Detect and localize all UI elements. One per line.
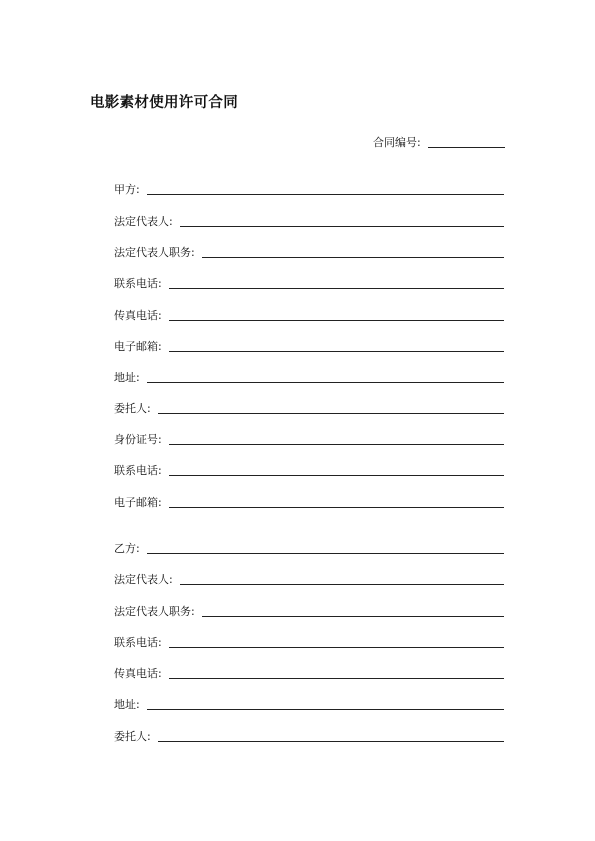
party-a-email-row <box>114 340 504 354</box>
party-b-legal-rep-title-row <box>114 605 504 619</box>
party-b-address-row <box>114 698 504 712</box>
party-a-id-number-blank[interactable] <box>169 434 504 445</box>
party-b-agent-blank[interactable] <box>158 731 504 742</box>
party-a-email-blank[interactable] <box>169 341 504 352</box>
party-a-name-row <box>114 183 504 197</box>
party-a-address-blank[interactable] <box>147 372 504 383</box>
party-a-fax-label: 传真电话: <box>114 309 162 322</box>
party-b-phone-label: 联系电话: <box>114 636 162 649</box>
party-a-phone-label: 联系电话: <box>114 277 162 290</box>
party-b-fax-label: 传真电话: <box>114 667 162 680</box>
party-b-phone-blank[interactable] <box>169 637 504 648</box>
party-a-legal-rep-title-blank[interactable] <box>202 247 504 258</box>
party-b-legal-rep-row <box>114 573 504 587</box>
party-b-address-blank[interactable] <box>147 699 504 710</box>
document-title: 电影素材使用许可合同 <box>90 95 238 111</box>
party-b-fax-row <box>114 667 504 681</box>
contract-number-row <box>373 136 505 150</box>
party-b-legal-rep-label: 法定代表人: <box>114 573 173 586</box>
party-b-fax-blank[interactable] <box>169 668 504 679</box>
party-b-phone-row <box>114 636 504 650</box>
party-a-phone-row <box>114 277 504 291</box>
party-a-name-label: 甲方: <box>114 183 140 196</box>
party-a-agent-phone-label: 联系电话: <box>114 464 162 477</box>
party-a-address-row <box>114 371 504 385</box>
party-a-agent-email-blank[interactable] <box>169 497 504 508</box>
party-a-agent-phone-row <box>114 464 504 478</box>
party-b-name-label: 乙方: <box>114 542 140 555</box>
party-a-fax-row <box>114 309 504 323</box>
party-b-legal-rep-blank[interactable] <box>180 574 504 585</box>
party-b-legal-rep-title-blank[interactable] <box>202 606 504 617</box>
contract-number-blank[interactable] <box>428 137 505 148</box>
party-a-id-number-label: 身份证号: <box>114 433 162 446</box>
party-a-name-blank[interactable] <box>147 184 504 195</box>
party-a-agent-email-label: 电子邮箱: <box>114 496 162 509</box>
party-a-agent-blank[interactable] <box>158 403 504 414</box>
party-b-agent-row <box>114 730 504 744</box>
contract-number-label: 合同编号: <box>373 136 421 149</box>
party-b-name-blank[interactable] <box>147 543 504 554</box>
party-a-legal-rep-label: 法定代表人: <box>114 215 173 228</box>
party-a-agent-email-row <box>114 496 504 510</box>
party-a-email-label: 电子邮箱: <box>114 340 162 353</box>
party-a-address-label: 地址: <box>114 371 140 384</box>
party-a-fax-blank[interactable] <box>169 310 504 321</box>
party-b-name-row <box>114 542 504 556</box>
party-a-legal-rep-title-label: 法定代表人职务: <box>114 246 195 259</box>
party-b-address-label: 地址: <box>114 698 140 711</box>
party-b-legal-rep-title-label: 法定代表人职务: <box>114 605 195 618</box>
party-a-agent-row <box>114 402 504 416</box>
party-a-id-number-row <box>114 433 504 447</box>
party-a-agent-phone-blank[interactable] <box>169 465 504 476</box>
party-a-legal-rep-blank[interactable] <box>180 216 504 227</box>
party-a-phone-blank[interactable] <box>169 278 504 289</box>
party-b-agent-label: 委托人: <box>114 730 151 743</box>
party-a-legal-rep-title-row <box>114 246 504 260</box>
party-a-legal-rep-row <box>114 215 504 229</box>
party-a-agent-label: 委托人: <box>114 402 151 415</box>
